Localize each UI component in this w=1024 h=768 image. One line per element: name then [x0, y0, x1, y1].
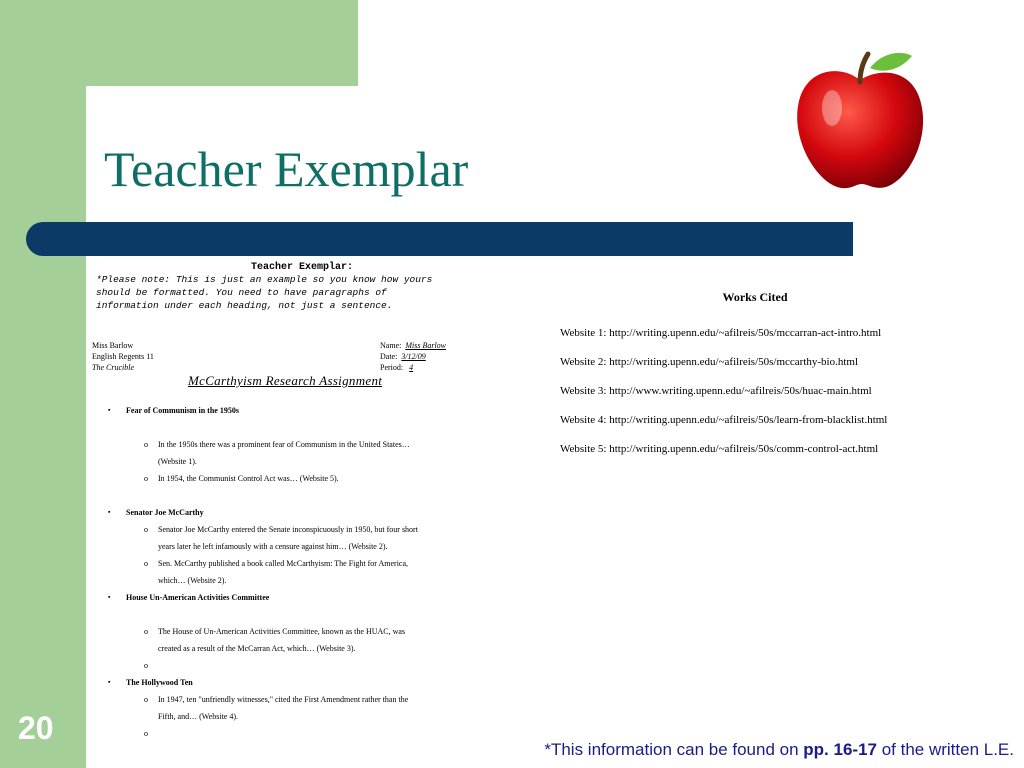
works-cited	[560, 290, 1000, 472]
footnote-prefix: *This information can be found on	[544, 740, 804, 759]
period-label: Period:	[380, 363, 404, 372]
works-cited-list	[560, 327, 1000, 472]
works-cited-entry: Website 1: http://writing.upenn.edu/~afilreis/50s/mccarran-act-intro.html	[560, 327, 882, 339]
exemplar-note: *Please note: This is just an example so you know how yours should be formatted. You need to have paragraphs of information under each heading, not just a sentence.	[96, 274, 433, 311]
name-label: Name:	[380, 341, 402, 350]
works-cited-entry: Website 5: http://writing.upenn.edu/~afilreis/50s/comm-control-act.html	[560, 443, 879, 455]
date-label: Date:	[380, 352, 398, 361]
section-heading: ▪ House Un-American Activities Committee	[108, 589, 503, 606]
info-class: English Regents 11	[92, 352, 154, 361]
works-cited-entry: Website 4: http://writing.upenn.edu/~afilreis/50s/learn-from-blacklist.html	[560, 414, 888, 426]
outline-item-cont: years later he left infamously with a censure against him… (Website 2).	[158, 542, 388, 551]
slide-title: Teacher Exemplar	[104, 141, 469, 197]
outline-item-cont: Fifth, and… (Website 4).	[158, 712, 239, 721]
outline-item: o In the 1950s there was a prominent fear of Communism in the United States…	[108, 436, 503, 453]
works-cited-entry: Website 2: http://writing.upenn.edu/~afilreis/50s/mccarthy-bio.html	[560, 356, 859, 368]
footnote	[544, 740, 1014, 760]
outline	[108, 402, 503, 725]
period-value: 4	[409, 363, 414, 372]
section-heading: ▪ The Hollywood Ten	[108, 674, 503, 691]
outline-item: o The House of Un-American Activities Committee, known as the HUAC, was	[108, 623, 503, 640]
works-cited-title: Works Cited	[722, 290, 788, 304]
info-book: The Crucible	[92, 363, 134, 372]
name-value: Miss Barlow	[405, 341, 446, 350]
footnote-suffix: of the written L.E.	[876, 740, 1014, 759]
section-heading: ▪ Fear of Communism in the 1950s	[108, 402, 503, 419]
date-value: 3/12/09	[401, 352, 426, 361]
exemplar-document	[92, 262, 512, 721]
assignment-title: McCarthyism Research Assignment	[188, 373, 383, 388]
outline-item: o Sen. McCarthy published a book called McCarthyism: The Fight for America,	[108, 555, 503, 572]
outline-item-cont: which… (Website 2).	[158, 576, 227, 585]
slide-number: 20	[18, 710, 54, 746]
left-green-band	[0, 0, 86, 768]
footnote-pages: pp. 16-17	[803, 740, 877, 759]
apple-icon	[790, 46, 930, 192]
top-green-band	[0, 0, 358, 86]
outline-item: o Senator Joe McCarthy entered the Senate inconspicuously in 1950, but four short	[108, 521, 503, 538]
exemplar-heading: Teacher Exemplar:	[250, 262, 354, 273]
outline-item-cont: created as a result of the McCarran Act, which… (Website 3).	[158, 644, 356, 653]
outline-item-cont: (Website 1).	[158, 457, 197, 466]
outline-item: o In 1954, the Communist Control Act was… (Website 5).	[108, 470, 503, 487]
outline-item: o In 1947, ten "unfriendly witnesses," cited the First Amendment rather than the	[108, 691, 503, 708]
title-divider-bar	[26, 222, 853, 256]
info-teacher: Miss Barlow	[92, 341, 134, 350]
section-heading: ▪ Senator Joe McCarthy	[108, 504, 503, 521]
works-cited-entry: Website 3: http://www.writing.upenn.edu/~afilreis/50s/huac-main.html	[560, 385, 872, 397]
